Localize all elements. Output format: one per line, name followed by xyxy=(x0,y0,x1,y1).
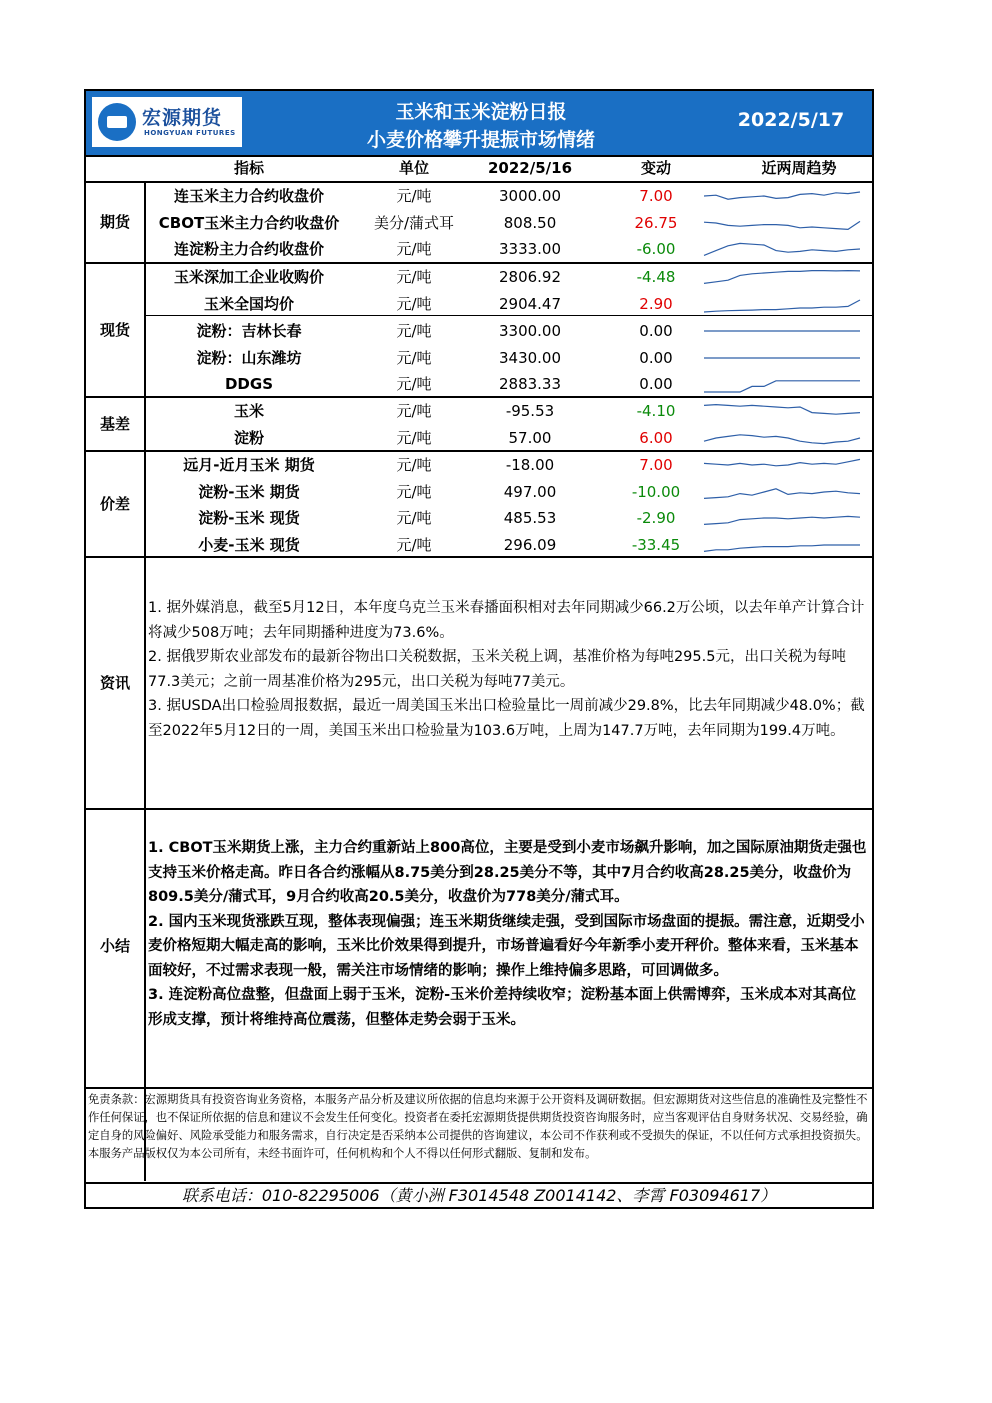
value-cell: 2806.92 xyxy=(498,268,562,286)
category-news: 资讯 xyxy=(99,674,130,692)
sparkline-path xyxy=(704,405,860,415)
indicator-cell: 淀粉-玉米 现货 xyxy=(198,509,300,527)
change-cell: 7.00 xyxy=(639,187,673,205)
col-header-trend: 近两周趋势 xyxy=(761,159,837,177)
indicator-cell: 远月-近月玉米 期货 xyxy=(183,456,315,474)
trend-sparkline xyxy=(702,455,866,479)
unit-cell: 元/吨 xyxy=(396,348,432,367)
value-cell: 2904.47 xyxy=(498,294,562,313)
summary-section xyxy=(148,836,870,1032)
sparkline-path xyxy=(704,300,860,312)
unit-cell: 元/吨 xyxy=(396,375,432,393)
trend-sparkline xyxy=(702,482,866,506)
sparkline-path xyxy=(704,516,860,524)
indicator-cell: 淀粉 xyxy=(233,428,264,447)
change-cell: 0.00 xyxy=(639,322,673,340)
col-header-change: 变动 xyxy=(640,159,671,177)
indicator-cell: 小麦-玉米 现货 xyxy=(198,535,300,554)
indicator-cell: CBOT玉米主力合约收盘价 xyxy=(158,213,340,232)
unit-cell: 元/吨 xyxy=(396,535,432,554)
value-cell: 3333.00 xyxy=(498,240,562,258)
unit-cell: 元/吨 xyxy=(396,240,432,258)
change-cell: 26.75 xyxy=(634,213,678,232)
trend-sparkline xyxy=(702,239,866,263)
category-spread: 价差 xyxy=(99,495,130,513)
summary-item: 2. 国内玉米现货涨跌互现，整体表现偏强；连玉米期货继续走强，受到国际市场盘面的提振。需注意，近期受小麦价格短期大幅走高的影响，玉米比价效果得到提升，市场普遍看好今年新季小麦开秤价。整体来看，玉米基本面较好，不过需求表现一般，需关注市场情绪的影响；操作上维持偏多思路，可回调做多。 xyxy=(148,913,865,979)
trend-sparkline xyxy=(702,186,866,210)
trend-sparkline xyxy=(702,374,866,398)
sparkline-path xyxy=(704,459,860,465)
change-cell: 7.00 xyxy=(639,456,673,474)
report-title: 玉米和玉米淀粉日报 xyxy=(395,101,567,123)
news-item: 2. 据俄罗斯农业部发布的最新谷物出口关税数据，玉米关税上调，基准价格为每吨295.5元，出口关税为每吨77.3美元；之前一周基准价格为295元，出口关税为每吨77美元。 xyxy=(148,649,846,690)
disclaimer: 免责条款：宏源期货具有投资咨询业务资格，本服务产品分析及建议所依据的信息均来源于公开资料及调研数据。但宏源期货对这些信息的准确性及完整性不作任何保证，也不保证所依据的信息和建议不会发生任何变化。投资者在委托宏源期货提供期货投资咨询服务时，应当客观评估自身财务状况、交易经验，确定自身的风险偏好、风险承受能力和服务需求，自行决定是否采纳本公司提供的咨询建议，本公司不作获利或不受损失的保证，不以任何方式承担投资损失。 本服务产品版权仅为本公司所有，未经书面许可，任何机构和个人不得以任何形式翻版、复制和发布。 xyxy=(88,1093,868,1160)
unit-cell: 元/吨 xyxy=(396,322,432,340)
news-item: 1. 据外媒消息，截至5月12日，本年度乌克兰玉米春播面积相对去年同期减少66.2万公顷，以去年单产计算合计将减少508万吨；去年同期播种进度为73.6%。 xyxy=(148,600,865,641)
sparkline-path xyxy=(704,488,860,498)
sparkline-path xyxy=(704,271,860,284)
unit-cell: 元/吨 xyxy=(396,456,432,474)
trend-sparkline xyxy=(702,508,866,532)
contact-info: 联系电话：010-82295006（黄小洲 F3014548 Z0014142、李霄 F03094617） xyxy=(181,1186,777,1205)
sparkline-path xyxy=(704,192,860,199)
sparkline-path xyxy=(704,545,860,551)
trend-sparkline xyxy=(702,348,866,372)
category-futures: 期货 xyxy=(99,213,130,231)
unit-cell: 元/吨 xyxy=(396,294,432,313)
indicator-cell: 玉米全国均价 xyxy=(203,294,294,313)
value-cell: 296.09 xyxy=(503,535,557,554)
logo-cn-text: 宏源期货 xyxy=(142,107,223,129)
change-cell: -2.90 xyxy=(636,509,676,527)
report-subtitle: 小麦价格攀升提振市场情绪 xyxy=(366,129,595,151)
divider xyxy=(86,808,872,810)
indicator-cell: 淀粉：吉林长春 xyxy=(196,322,302,340)
value-cell: 3000.00 xyxy=(498,187,562,205)
unit-cell: 元/吨 xyxy=(396,509,432,527)
sparkline-path xyxy=(704,221,860,229)
col-header-unit: 单位 xyxy=(398,159,429,177)
value-cell: 808.50 xyxy=(503,213,557,232)
summary-item: 3. 连淀粉高位盘整，但盘面上弱于玉米，淀粉-玉米价差持续收窄；淀粉基本面上供需博弈，玉米成本对其高位形成支撑，预计将维持高位震荡，但整体走势会弱于玉米。 xyxy=(148,987,857,1028)
change-cell: -10.00 xyxy=(631,482,681,501)
divider xyxy=(86,1087,872,1089)
unit-cell: 元/吨 xyxy=(396,428,432,447)
sparkline-path xyxy=(704,434,860,443)
change-cell: 2.90 xyxy=(639,294,673,313)
unit-cell: 元/吨 xyxy=(396,268,432,286)
sparkline-path xyxy=(704,381,860,392)
news-section xyxy=(148,596,866,743)
trend-sparkline xyxy=(702,294,866,318)
trend-sparkline xyxy=(702,213,866,237)
change-cell: -6.00 xyxy=(636,240,676,258)
report-sheet xyxy=(84,89,874,1209)
category-basis: 基差 xyxy=(99,415,130,433)
trend-sparkline xyxy=(702,267,866,291)
trend-sparkline xyxy=(702,428,866,452)
unit-cell: 元/吨 xyxy=(396,187,432,205)
change-cell: -33.45 xyxy=(631,535,681,554)
logo-emblem-icon xyxy=(98,103,136,141)
company-logo xyxy=(92,97,242,147)
value-cell: -18.00 xyxy=(505,456,555,474)
value-cell: 497.00 xyxy=(503,482,557,501)
unit-cell: 元/吨 xyxy=(396,402,432,420)
change-cell: -4.48 xyxy=(636,268,676,286)
report-date: 2022/5/17 xyxy=(737,109,845,131)
col-header-date: 2022/5/16 xyxy=(487,159,573,177)
trend-sparkline xyxy=(702,535,866,559)
indicator-cell: 连玉米主力合约收盘价 xyxy=(173,187,324,205)
trend-sparkline xyxy=(702,401,866,425)
value-cell: -95.53 xyxy=(505,402,555,420)
value-cell: 3430.00 xyxy=(498,348,562,367)
sparkline-path xyxy=(704,243,860,255)
unit-cell: 元/吨 xyxy=(396,482,432,501)
indicator-cell: DDGS xyxy=(224,375,274,393)
value-cell: 3300.00 xyxy=(498,322,562,340)
news-item: 3. 据USDA出口检验周报数据，最近一周美国玉米出口检验量比一周前减少29.8%，比去年同期减少48.0%；截至2022年5月12日的一周，美国玉米出口检验量为103.6万吨，上周为147.7万吨，去年同期为199.4万吨。 xyxy=(148,698,865,739)
category-spot: 现货 xyxy=(99,321,130,339)
change-cell: 0.00 xyxy=(639,375,673,393)
indicator-cell: 玉米深加工企业收购价 xyxy=(173,268,324,286)
category-summary: 小结 xyxy=(99,937,130,955)
value-cell: 2883.33 xyxy=(498,375,562,393)
summary-item: 1. CBOT玉米期货上涨，主力合约重新站上800高位，主要是受到小麦市场飙升影响，加之国际原油期货走强也支持玉米价格走高。昨日各合约涨幅从8.75美分到28.25美分不等，其中7月合约收高28.25美分，收盘价为809.5美分/蒲式耳，9月合约收高20.5美分，收盘价为778美分/蒲式耳。 xyxy=(148,840,867,905)
change-cell: 6.00 xyxy=(639,428,673,447)
value-cell: 57.00 xyxy=(508,428,552,447)
col-header-indicator: 指标 xyxy=(233,159,264,177)
indicator-cell: 玉米 xyxy=(233,402,264,420)
indicator-cell: 淀粉-玉米 期货 xyxy=(198,482,300,501)
logo-en-text: HONGYUAN FUTURES xyxy=(144,129,236,137)
indicator-cell: 连淀粉主力合约收盘价 xyxy=(173,240,324,258)
value-cell: 485.53 xyxy=(503,509,557,527)
indicator-cell: 淀粉：山东潍坊 xyxy=(196,348,302,367)
report-header xyxy=(86,91,872,155)
change-cell: -4.10 xyxy=(636,402,676,420)
change-cell: 0.00 xyxy=(639,348,673,367)
unit-cell: 美分/蒲式耳 xyxy=(373,213,455,232)
trend-sparkline xyxy=(702,321,866,345)
